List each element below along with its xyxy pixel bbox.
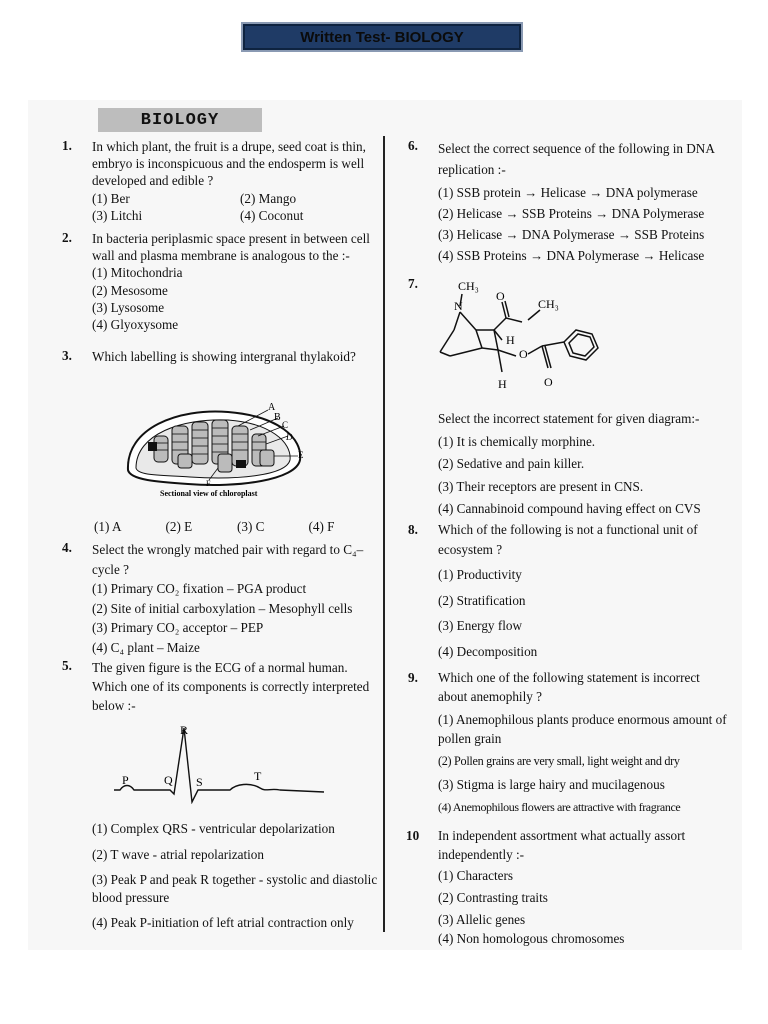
question-text: The given figure is the ECG of a normal human. Which one of its components is correctly interpreted below :- xyxy=(92,660,370,713)
diagram-label: C xyxy=(282,420,289,430)
question-number: 3. xyxy=(62,348,72,363)
option[interactable]: (2) Stratification xyxy=(438,592,526,608)
question-7 xyxy=(438,408,728,521)
diagram-label: D xyxy=(286,432,293,442)
question-text: Select the correct sequence of the following in DNA replication :- xyxy=(438,141,715,177)
subject-tab xyxy=(98,108,262,132)
option[interactable]: (2) Helicase → SSB Proteins → DNA Polymerase xyxy=(438,206,705,221)
question-number: 1. xyxy=(62,138,72,153)
question-5-options xyxy=(92,820,382,932)
option[interactable]: (1) Primary CO₂ fixation – PGA product xyxy=(92,581,307,596)
structure-label: O xyxy=(544,375,553,389)
diagram-caption: Sectional view of chloroplast xyxy=(160,489,258,498)
ecg-label: R xyxy=(180,723,189,737)
option[interactable]: (3) C xyxy=(237,519,265,534)
question-number: 4. xyxy=(62,540,72,555)
option[interactable]: (2) Sedative and pain killer. xyxy=(438,456,585,471)
question-6 xyxy=(438,138,728,266)
ecg-label: Q xyxy=(164,773,173,787)
question-10 xyxy=(438,826,728,948)
option[interactable]: (1) Complex QRS - ventricular depolarization xyxy=(92,821,335,836)
option[interactable]: (4) Glyoxysome xyxy=(92,317,179,333)
option[interactable]: (4) Peak P-initiation of left atrial contraction only xyxy=(92,915,354,930)
subject-label: BIOLOGY xyxy=(140,110,220,130)
diagram-label: F xyxy=(206,479,211,488)
column-divider xyxy=(383,136,385,932)
option[interactable]: (4) Decomposition xyxy=(438,643,538,659)
option[interactable]: (2) T wave - atrial repolarization xyxy=(92,846,264,862)
option[interactable]: (4) Anemophilous flowers are attractive with fragrance xyxy=(438,800,681,814)
ecg-label: P xyxy=(122,773,129,787)
question-9 xyxy=(438,668,728,817)
structure-label: O xyxy=(496,289,505,303)
page-title-banner xyxy=(241,22,523,52)
option[interactable]: (2) Mesosome xyxy=(92,282,168,298)
ecg-diagram xyxy=(110,722,330,804)
option[interactable]: (1) A xyxy=(94,519,122,534)
option[interactable]: (1) Ber xyxy=(92,190,130,206)
structure-label: N xyxy=(454,299,463,313)
option[interactable]: (4) Coconut xyxy=(240,207,304,223)
option[interactable]: (3) Stigma is large hairy and mucilagenous xyxy=(438,777,665,792)
question-number: 6. xyxy=(408,138,418,153)
question-8 xyxy=(438,520,728,661)
question-1 xyxy=(92,138,378,224)
question-text: Select the wrongly matched pair with regard to C₄–cycle ? xyxy=(92,542,364,577)
question-3-options xyxy=(94,518,380,535)
question-number: 5. xyxy=(62,658,72,673)
question-text: Which one of the following statement is incorrect about anemophily ? xyxy=(438,670,700,704)
option[interactable]: (1) Mitochondria xyxy=(92,265,183,281)
option[interactable]: (2) Pollen grains are very small, light weight and dry xyxy=(438,754,680,768)
option[interactable]: (2) E xyxy=(165,519,193,534)
diagram-label: E xyxy=(298,450,304,460)
option[interactable]: (1) SSB protein → Helicase → DNA polymerase xyxy=(438,185,698,200)
question-3 xyxy=(92,348,378,365)
option[interactable]: (3) Primary CO₂ acceptor – PEP xyxy=(92,620,264,635)
page-title: Written Test- BIOLOGY xyxy=(300,28,464,46)
option[interactable]: (2) Contrasting traits xyxy=(438,890,548,905)
option[interactable]: (3) Their receptors are present in CNS. xyxy=(438,478,644,494)
question-text: In which plant, the fruit is a drupe, seed coat is thin, embryo is inconspicuous and the endosperm is well developed and edible ? xyxy=(92,139,366,189)
question-number: 2. xyxy=(62,230,72,245)
option[interactable]: (1) It is chemically morphine. xyxy=(438,433,596,449)
question-number: 8. xyxy=(408,522,418,537)
option[interactable]: (3) Energy flow xyxy=(438,618,522,633)
structure-label: H xyxy=(506,333,515,347)
question-text: Which labelling is showing intergranal thylakoid? xyxy=(92,349,356,364)
ecg-label: T xyxy=(254,769,262,783)
question-text: Which of the following is not a functional unit of ecosystem ? xyxy=(438,522,698,557)
option[interactable]: (3) Allelic genes xyxy=(438,912,526,927)
question-number: 7. xyxy=(408,276,418,291)
question-number: 10 xyxy=(406,828,420,843)
structure-label: O xyxy=(519,347,528,361)
option[interactable]: (3) Lysosome xyxy=(92,299,165,315)
diagram-label: B xyxy=(274,412,281,423)
question-number: 9. xyxy=(408,670,418,685)
option[interactable]: (2) Mango xyxy=(240,190,297,206)
structure-label: H xyxy=(498,377,507,391)
option[interactable]: (4) Cannabinoid compound having effect on CVS xyxy=(438,501,701,516)
question-2 xyxy=(92,230,378,333)
option[interactable]: (3) Litchi xyxy=(92,207,143,223)
structure-label: CH₃ xyxy=(458,279,479,293)
option[interactable]: (1) Characters xyxy=(438,868,514,883)
diagram-label: A xyxy=(268,402,276,413)
option[interactable]: (3) Peak P and peak R together - systolic and diastolic blood pressure xyxy=(92,872,378,905)
structure-label: CH₃ xyxy=(538,297,559,311)
option[interactable]: (4) C₄ plant – Maize xyxy=(92,639,200,655)
question-text: In bacteria periplasmic space present in between cell wall and plasma membrane is analogous to the :- xyxy=(92,231,370,264)
question-text: In independent assortment what actually assort independently :- xyxy=(438,828,686,862)
option[interactable]: (4) SSB Proteins → DNA Polymerase → Helicase xyxy=(438,248,705,263)
option[interactable]: (2) Site of initial carboxylation – Mesophyll cells xyxy=(92,600,353,616)
option[interactable]: (1) Anemophilous plants produce enormous amount of pollen grain xyxy=(438,712,727,746)
ecg-label: S xyxy=(196,775,203,789)
option[interactable]: (1) Productivity xyxy=(438,567,522,582)
option[interactable]: (4) F xyxy=(308,519,335,534)
option[interactable]: (4) Non homologous chromosomes xyxy=(438,931,625,946)
question-5 xyxy=(92,658,378,715)
chloroplast-diagram xyxy=(118,398,318,503)
question-4 xyxy=(92,540,378,657)
question-text: Select the incorrect statement for given diagram:- xyxy=(438,411,700,426)
option[interactable]: (3) Helicase → DNA Polymerase → SSB Proteins xyxy=(438,227,705,242)
chemical-structure-diagram xyxy=(432,272,612,396)
